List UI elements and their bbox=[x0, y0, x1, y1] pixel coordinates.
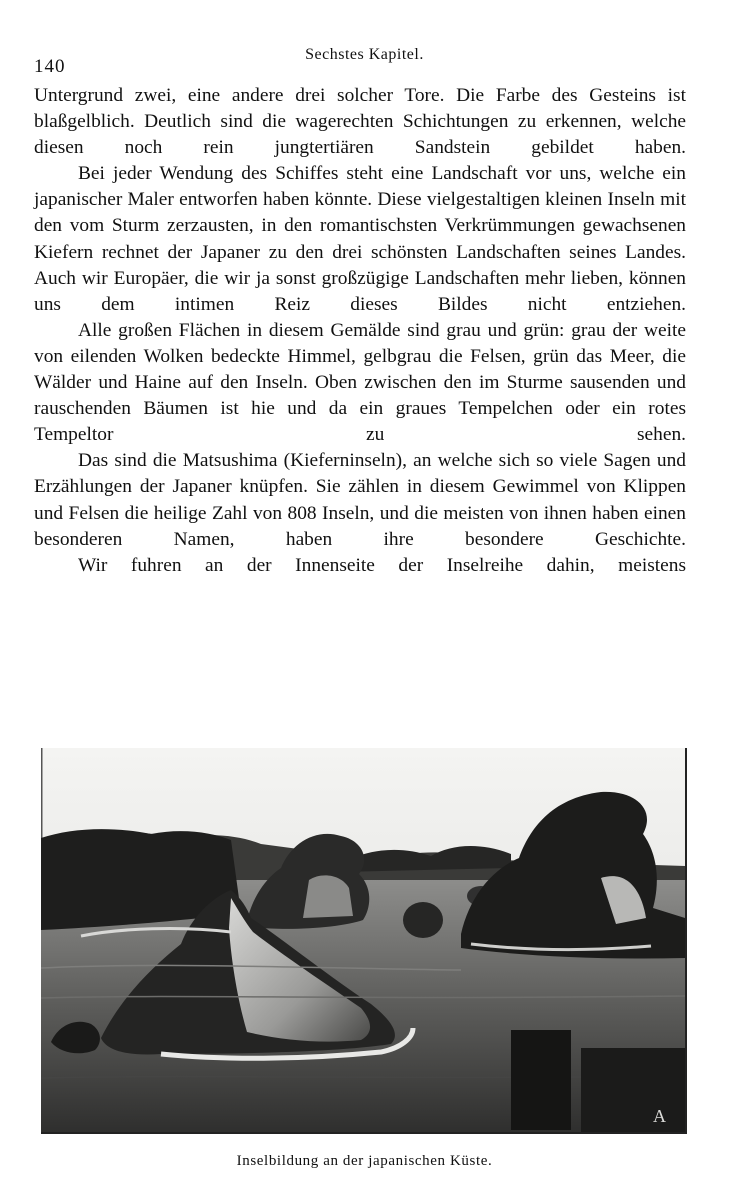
paragraph-continued: Untergrund zwei, eine andere drei solcher Tore. Die Farbe des Gesteins ist blaßgelblich. Deutlich sind die wagerechten Schichtungen zu erkennen, welche diesen noch rein jungtertiären Sandstein gebildet haben. bbox=[34, 85, 686, 159]
page-number: 140 bbox=[34, 56, 66, 77]
island-coast-photo bbox=[41, 748, 685, 1132]
landscape-photograph bbox=[41, 748, 687, 1134]
paragraph: Das sind die Matsushima (Kieferninseln), an welche sich so viele Sagen und Erzählungen der Japaner knüpfen. Sie zählen in diesem Gewimmel von Klippen und Felsen die heilige Zahl von 808 Inseln, und die meisten von ihnen haben einen besonderen Namen, haben ihre besondere Geschichte. bbox=[34, 450, 686, 550]
figure-caption: Inselbildung an der japanischen Küste. bbox=[236, 1153, 493, 1169]
paragraph: Alle großen Flächen in diesem Gemälde sind grau und grün: grau der weite von eilenden Wolken bedeckte Himmel, gelbgrau die Felsen, grün das Meer, die Wälder und Haine auf den Inseln. Oben zwischen den im Sturme sausenden und rauschenden Bäumen ist hie und da ein graues Tempelchen oder ein rotes Tempeltor zu sehen. bbox=[34, 319, 686, 446]
paragraph-last-line: Wir fuhren an der Innenseite der Inselreihe dahin, meistens bbox=[78, 554, 686, 576]
body-text bbox=[34, 83, 686, 579]
running-head: Sechstes Kapitel. bbox=[305, 46, 424, 63]
svg-text:A: A bbox=[653, 1106, 666, 1126]
paragraph: Bei jeder Wendung des Schiffes steht eine Landschaft vor uns, welche ein japanischer Maler entworfen haben könnte. Diese vielgestaltigen kleinen Inseln mit den vom Sturm zerzausten, in den romantischsten Verkrümmungen gewachsenen Kiefern rechnet der Japaner zu den drei schönsten Landschaften seines Landes. Auch wir Europäer, die wir ja sonst großzügige Landschaften mehr lieben, können uns dem intimen Reiz dieses Bildes nicht entziehen. bbox=[34, 163, 686, 315]
